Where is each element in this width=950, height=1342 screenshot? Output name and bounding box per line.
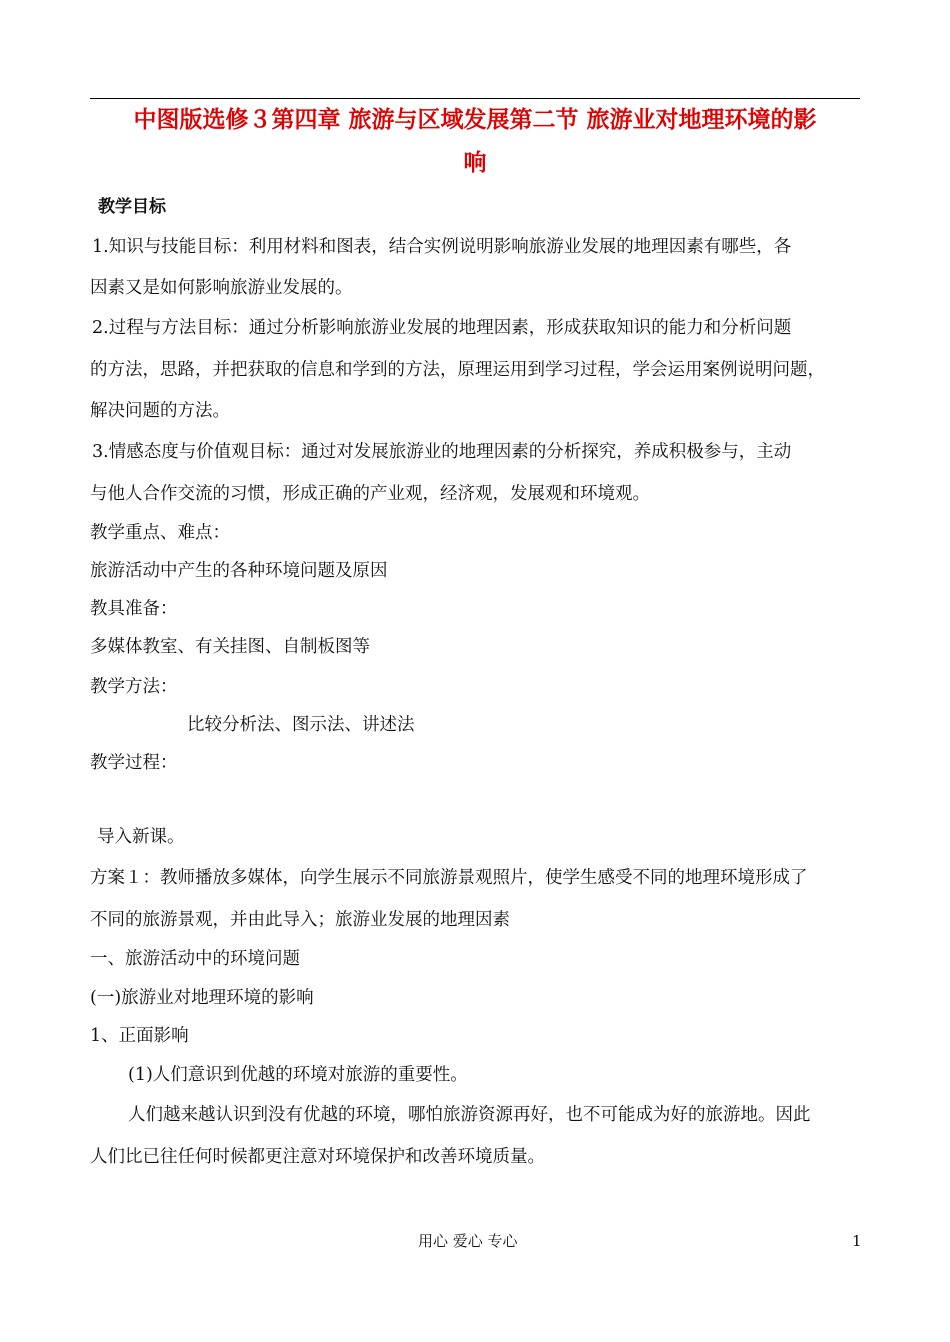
goal-2-line-3: 解决问题的方法。 [90, 401, 230, 421]
goal-3-line-1: 3.情感态度与价值观目标：通过对发展旅游业的地理因素的分析探究，养成积极参与，主动 [92, 442, 792, 462]
paragraph-line-2: 人们比已往任何时候都更注意对环境保护和改善环境质量。 [90, 1147, 545, 1167]
goal-2-line-1: 2.过程与方法目标：通过分析影响旅游业发展的地理因素，形成获取知识的能力和分析问题 [92, 318, 792, 338]
goal-2-line-2: 的方法，思路，并把获取的信息和学到的方法，原理运用到学习过程，学会运用案例说明问题， [90, 360, 825, 380]
process-heading: 教学过程： [90, 753, 178, 773]
goal-1-line-1: 1.知识与技能目标：利用材料和图表，结合实例说明影响旅游业发展的地理因素有哪些，各 [92, 237, 792, 257]
positive-impact-heading: 1、正面影响 [90, 1026, 189, 1046]
paragraph-line-1: 人们越来越认识到没有优越的环境，哪怕旅游资源再好，也不可能成为好的旅游地。因此 [128, 1105, 811, 1125]
document-title-continued: 响 [463, 150, 487, 176]
goal-3-line-2: 与他人合作交流的习惯，形成正确的产业观，经济观，发展观和环境观。 [90, 484, 650, 504]
plan-line-2: 不同的旅游景观，并由此导入；旅游业发展的地理因素 [90, 910, 510, 930]
materials-text: 多媒体教室、有关挂图、自制板图等 [90, 637, 370, 657]
point-1: (1)人们意识到优越的环境对旅游的重要性。 [128, 1065, 468, 1085]
intro-line: 导入新课。 [97, 827, 185, 847]
methods-text: 比较分析法、图示法、讲述法 [187, 715, 415, 735]
key-points-heading: 教学重点、难点： [90, 523, 230, 543]
document-title: 中图版选修３第四章 旅游与区域发展第二节 旅游业对地理环境的影 [133, 107, 817, 133]
subsection-heading: (一)旅游业对地理环境的影响 [90, 988, 314, 1008]
goal-1-line-2: 因素又是如何影响旅游业发展的。 [90, 278, 353, 298]
section-one-heading: 一、旅游活动中的环境问题 [90, 949, 300, 969]
teaching-goals-heading: 教学目标 [98, 197, 166, 217]
methods-heading: 教学方法： [90, 677, 178, 697]
footer-motto: 用心 爱心 专心 [418, 1232, 518, 1250]
page-number: 1 [852, 1232, 862, 1250]
materials-heading: 教具准备： [90, 599, 178, 619]
plan-line-1: 方案１：教师播放多媒体，向学生展示不同旅游景观照片，使学生感受不同的地理环境形成了 [90, 868, 808, 888]
key-points-text: 旅游活动中产生的各种环境问题及原因 [90, 561, 388, 581]
